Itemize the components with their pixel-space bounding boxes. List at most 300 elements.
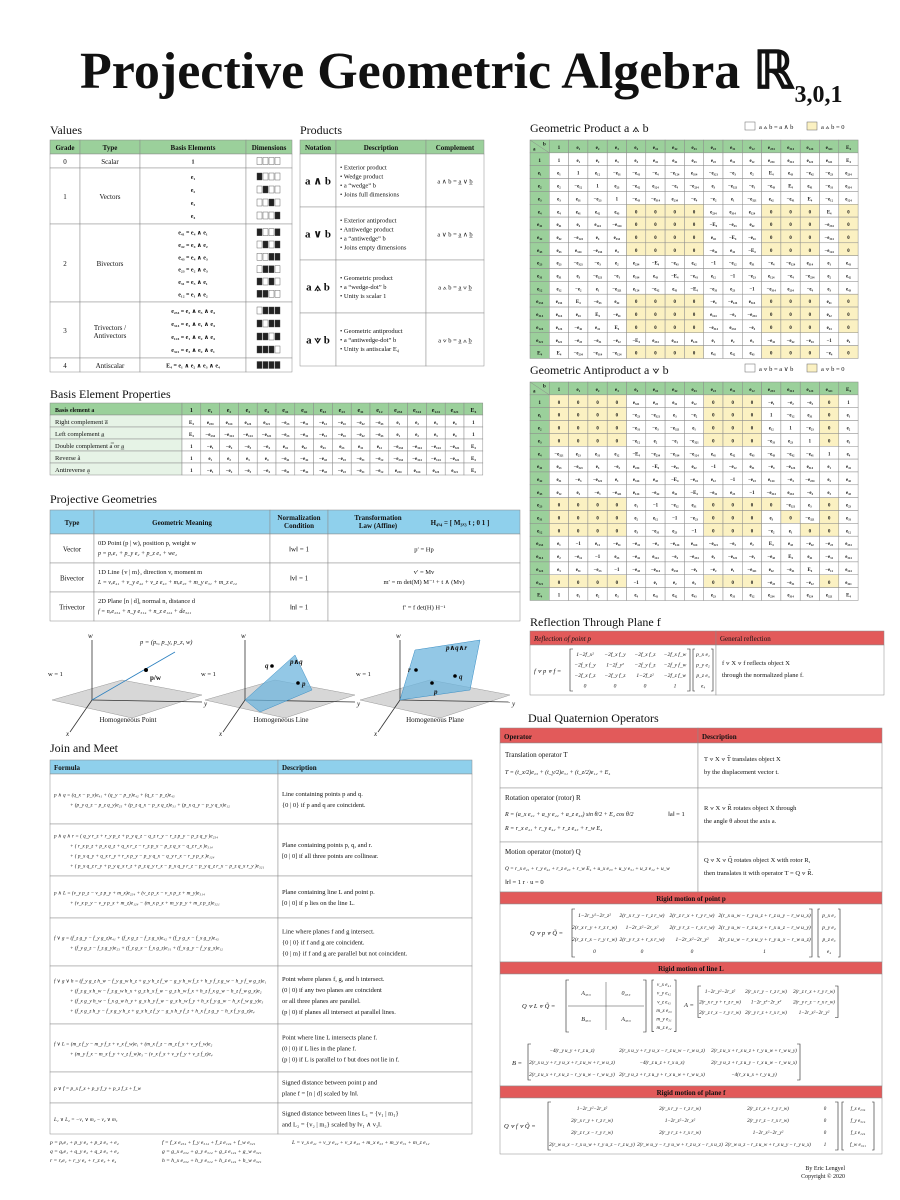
rigid-plane-lhs: Q ⟇ f ⟇ Q̃ = [504, 1123, 536, 1130]
basis-props-value: −e₃₁ [300, 421, 309, 426]
grid-value: e₄₂ [691, 261, 697, 267]
grid-value: e₁ [595, 287, 600, 293]
grid-value: e₂₃₄ [729, 325, 736, 331]
grid-value: −e₃₂₁ [573, 261, 583, 267]
grid-value: −e₁ [768, 400, 775, 406]
y-axis-label: y [512, 700, 516, 708]
proj-geom-header: Normalization [277, 514, 321, 522]
product-complement: a ⟑ b = a̲ ⟇ b̲ [438, 284, 472, 292]
dimension-box [263, 290, 268, 297]
b-matrix-entry: −4(r_y u_y + r_z u_z) [549, 1048, 595, 1054]
grid-value: e₄₁ [556, 223, 562, 229]
grid-value: −1 [691, 529, 697, 535]
grid-header: e₂₃₄ [767, 387, 775, 393]
basis-props-header: e₂ [226, 408, 232, 414]
grid-value: 0 [808, 325, 812, 331]
rigid-plane-matrix-entry: 0 [823, 1130, 827, 1136]
join-meet-cell [50, 774, 278, 824]
grid-value: −e₂ [768, 529, 775, 535]
grid-value: 0 [596, 529, 599, 535]
legend-label: a ⟑ b = a ∧ b [759, 124, 794, 131]
grid-value: 0 [654, 248, 657, 254]
basis-props-value: −e₁₂₄ [243, 433, 253, 438]
rigid-line-block-entry: 0₃ₓ₃ [621, 991, 631, 998]
dimension-box [257, 241, 262, 248]
join-meet-description: (0 | 0) if any two planes are coincident [282, 987, 382, 994]
basis-props-value: e₄₂ [301, 445, 307, 450]
grid-value: E₄ [556, 351, 562, 357]
grid-value: e₃₁₄ [806, 261, 814, 267]
grid-value: −e₃₂₁ [708, 171, 718, 177]
product-notation: a ⟇ b [306, 334, 330, 347]
grid-value: −e₂₃₄ [824, 223, 834, 229]
join-meet-description: {0 | 0} if f and g are coincident. [282, 939, 365, 947]
grid-value: e₄₂ [556, 235, 562, 241]
grid-value: e₄₁ [845, 465, 851, 471]
grid-value: 0 [750, 580, 754, 586]
grid-value: 0 [731, 400, 734, 406]
grid-value: 0 [634, 248, 638, 254]
dual-quat-cell [698, 788, 882, 842]
grid-value: −e₁₂ [728, 261, 737, 267]
dimension-box [263, 212, 268, 219]
corner-label-b: b [543, 384, 546, 390]
join-meet-cell [278, 774, 472, 824]
basis-props-value: −e₂₃ [337, 457, 346, 462]
grid-value: e₄ [846, 452, 851, 458]
grid-value: −E₄ [728, 235, 737, 241]
grid-value: e₃₂₁ [632, 400, 640, 406]
basis-props-value: e₃ [433, 421, 438, 426]
grid-value: −e₃₁ [709, 490, 718, 496]
reflection-matrix-entry: −2f_x f_z [574, 673, 596, 680]
join-meet-description: {0 | m} if f and g are parallel but not coincident. [282, 950, 408, 958]
values-element: e₃ [190, 201, 196, 207]
grid-value: 0 [596, 400, 599, 406]
grid-value: 1 [808, 439, 812, 445]
reflection-matrix-entry: 1−2f_y² [606, 662, 624, 669]
join-meet-heading: Join and Meet [50, 741, 118, 755]
grid-value: 0 [692, 300, 696, 306]
grid-value: e₂₃₄ [845, 171, 852, 177]
join-meet-cell [278, 876, 472, 918]
grid-header: e₃₁ [729, 145, 736, 151]
basis-props-value: −e₁ [206, 445, 214, 450]
grid-value: 0 [577, 400, 580, 406]
grid-value: −e₁ [748, 555, 756, 561]
join-meet-formula: + (m_y f_x − m_x f_y + v_z f_w)e₃ − (v_x f_x + v_y f_y + v_z f_z)e₄ [70, 1051, 213, 1058]
grid-value: e₃₁ [845, 516, 851, 522]
basis-props-value: e₂ [227, 457, 231, 462]
grid-value: −e₁₂ [670, 503, 679, 509]
reflection-lhs: f ⟇ p ⟇ f = [534, 668, 562, 675]
join-meet-formula: f ∨ L = (m_z f_y − m_y f_z + v_x f_w)e₁ + (m_x f_z − m_z f_x + v_y f_w)e₂ [54, 1041, 213, 1048]
grid-value: E₄ [807, 567, 813, 573]
basis-props-value: −e₂₃₄ [205, 433, 215, 438]
grid-value: 0 [634, 300, 638, 306]
grid-value: e₄₁ [710, 452, 716, 458]
grid-value: e₄₁ [826, 300, 832, 306]
basis-props-value: e₁ [396, 421, 401, 426]
product-notation: a ⟑ b [306, 281, 330, 294]
grid-value: −e₂ [710, 567, 717, 573]
rigid-point-matrix-entry: 0 [640, 948, 644, 955]
values-element: e₁₂ = e₁ ∧ e₂ [178, 292, 208, 299]
basis-props-value: e₃ [433, 433, 438, 438]
grid-value: 0 [692, 210, 696, 216]
grid-value: e₁ [653, 580, 658, 586]
grid-value: e₃₁₄ [632, 477, 640, 483]
grid-value: −e₃₁₄ [766, 490, 776, 496]
rigid-line-block-entry: A₃ₓ₃ [621, 1017, 631, 1024]
grid-value: −e₄₁ [748, 235, 756, 241]
grid-value: −1 [730, 274, 736, 280]
grid-value: −e₁₂ [574, 184, 583, 190]
operator-description: then translates it with operator T = Q ⟇ R̃. [704, 870, 814, 877]
grid-value: e₁ [730, 197, 735, 203]
grid-value: 0 [634, 325, 638, 331]
grid-value: 0 [615, 426, 619, 432]
grid-value: −e₄ [787, 274, 794, 280]
values-element: e₃₁ = e₃ ∧ e₁ [178, 280, 208, 286]
dimension-box [263, 186, 268, 193]
reflection-matrix-entry: 1−2f_z² [636, 673, 654, 680]
dimension-box [275, 346, 280, 353]
dimension-box [275, 186, 280, 193]
basis-props-value: −e₃ [244, 445, 252, 450]
grid-value: −e₄₃ [767, 452, 776, 458]
grid-row-label: e₂₃ [536, 502, 543, 509]
grid-value: e₂ [750, 542, 754, 548]
grid-value: e₁ [730, 567, 735, 573]
grid-value: −e₄₃ [670, 465, 679, 471]
reflection-matrix-entry: −2f_x f_w [663, 652, 687, 659]
join-meet-cell [278, 824, 472, 876]
grid-value: e₁₂₄ [632, 490, 640, 496]
grid-value: 0 [770, 325, 773, 331]
grid-value: −e₁₂₄ [573, 235, 583, 241]
grid-value: 0 [712, 400, 715, 406]
reflection-cell [716, 645, 884, 695]
grid-value: e₂₃₄ [787, 287, 794, 293]
grid-value: −e₄₃ [728, 223, 737, 229]
grid-value: −e₄₂ [632, 184, 641, 190]
grid-value: e₂ [730, 338, 735, 344]
grid-value: e₁₂ [556, 287, 562, 293]
basis-props-header: e₁₂₄ [431, 408, 440, 414]
grid-value: e₃ [846, 439, 851, 445]
grid-value: e₁₂ [710, 274, 716, 280]
grid-value: −e₂₃ [748, 477, 756, 483]
basis-props-header: e₄₁ [282, 408, 289, 414]
a-matrix-entry: 2(r_y r_z − r_x r_w) [793, 1000, 835, 1006]
join-meet-description: (p | 0) if L is parallel to f but does not lie in f. [282, 1056, 400, 1064]
grid-row-label: e₄₁ [536, 464, 543, 471]
grid-value: −E₄ [690, 287, 698, 293]
grid-value: 0 [750, 413, 754, 419]
grid-header: e₄₂ [672, 387, 678, 393]
grid-value: 0 [827, 439, 831, 445]
basis-props-value: −e₂₃₄ [393, 445, 403, 450]
grid-value: −e₄ [806, 490, 814, 496]
basis-props-value: Reverse ã [55, 455, 81, 462]
grid-value: −e₃₁ [593, 338, 602, 344]
values-type: Scalar [101, 158, 119, 166]
values-grade: 2 [63, 260, 67, 268]
a-matrix-entry: 1−2r_x²−2r_y² [798, 1011, 830, 1017]
rigid-plane-matrix-entry: 0 [823, 1106, 827, 1112]
grid-value: 0 [731, 439, 734, 445]
basis-props-value: Double complement a̿ or a̳ [55, 443, 124, 450]
grid-header: e₂ [595, 387, 600, 393]
grid-value: e₂ [750, 171, 754, 177]
grid-row-label: e₃₁ [536, 515, 543, 522]
basis-props-value: Antireverse a̰ [55, 467, 90, 474]
join-meet-formula: + (f_z g_x h_w − f_z g_w h_x + g_z h_x f_w − g_z h_w f_x + h_z f_x g_w − h_z f_w g_x)e₂ [70, 988, 262, 995]
grid-value: e₄₁ [595, 325, 601, 331]
basis-props-value: −e₂ [225, 469, 233, 474]
basis-props-value: −e₃₁₄ [412, 445, 422, 450]
w-axis-label: w [396, 632, 401, 640]
grid-row-label: e₃₁₄ [536, 554, 544, 561]
products-heading: Products [300, 123, 342, 137]
grid-value: −e₄ [690, 567, 698, 573]
grid-value: e₄₂ [614, 300, 620, 306]
rigid-point-matrix-entry: 0 [690, 948, 694, 955]
grid-value: e₃₁₄ [806, 465, 814, 471]
figure-point [48, 632, 208, 738]
grid-value: e₄₃ [788, 542, 794, 548]
dimension-box [269, 333, 274, 340]
grid-value: 0 [654, 235, 657, 241]
credit-line: By Eric Lengyel [805, 1166, 845, 1172]
grid-value: e₁₂ [652, 516, 658, 522]
rigid-line-vector-entry: m_x e₂₃ [656, 1008, 672, 1014]
w1-label: w = 1 [356, 671, 371, 678]
dual-quat-cell [698, 743, 882, 788]
grid-value: e₂₃ [614, 555, 620, 561]
q-label: q [265, 662, 269, 670]
dimension-box [269, 320, 274, 327]
grid-value: e₂₃₄ [845, 542, 852, 548]
basis-props-value: −e₄₃ [375, 433, 384, 438]
grid-value: e₄₁ [652, 593, 658, 599]
grid-value: e₄₃ [826, 325, 832, 331]
reflection-vector-entry: p_z e₃ [696, 673, 710, 680]
basis-props-value: −e₄₁ [281, 469, 290, 474]
rigid-plane-matrix-entry: 2(r_z r_x − r_y r_w) [571, 1130, 613, 1136]
geometry-meaning: 0D Point (p | w), position p, weight w [98, 540, 197, 547]
grid-value: −e₃₂₁ [689, 439, 699, 445]
grid-value: −e₄ [787, 477, 794, 483]
grid-value: −e₄ [825, 351, 833, 357]
rigid-line-title: Rigid motion of line L [658, 965, 724, 973]
a-matrix-entry: 2(r_x r_y − r_z r_w) [745, 990, 787, 996]
grid-value: 0 [654, 325, 657, 331]
grid-value: −e₃₂₁ [805, 516, 815, 522]
grid-value: −e₄₁ [632, 171, 641, 177]
grid-value: −e₄₁ [632, 542, 641, 548]
reflection-heading: Reflection Through Plane f [530, 615, 661, 629]
grid-value: e₃₁₄ [690, 542, 698, 548]
grid-value: e₁₂₄ [748, 210, 756, 216]
reflection-matrix-entry: 1−2f_x² [576, 652, 594, 659]
basis-props-value: e₄ [452, 421, 457, 426]
grid-value: −e₃₁₄ [670, 452, 680, 458]
grid-value: −E₄ [671, 477, 679, 483]
grid-value: 0 [808, 529, 812, 535]
grid-value: e₄ [634, 158, 638, 164]
dimension-box [257, 173, 262, 180]
grid-row-label: e₁ [537, 412, 542, 419]
grid-value: 0 [770, 223, 773, 229]
grid-value: e₄₃ [845, 490, 851, 496]
rigid-plane-matrix-entry: 2(r_z r_x + r_y r_w) [747, 1106, 789, 1112]
grid-value: e₄ [846, 338, 851, 344]
grid-value: 0 [770, 351, 773, 357]
values-type: Antiscalar [95, 362, 125, 370]
basis-props-value: −e₄₂ [356, 433, 365, 438]
basis-props-value: e₃₂₁ [451, 469, 458, 474]
grid-value: e₁₂₄ [652, 184, 659, 190]
normalization: ‖v‖ = 1 [289, 574, 309, 583]
grid-value: −e₃ [652, 426, 659, 432]
grid-value: e₃₁ [749, 465, 755, 471]
variable-definition: f = f_x e₂₃₄ + f_y e₃₁₄ + f_z e₁₂₄ + f_w e₃₂₁ [162, 1140, 256, 1146]
dimension-box [269, 212, 274, 219]
grid-value: −e₃₁ [612, 542, 621, 548]
grid-value: e₃ [808, 503, 812, 509]
join-meet-cell [278, 1072, 472, 1103]
transformation-law: m′ = m det(M) M⁻¹ + t ∧ (Mv) [383, 579, 465, 586]
grid-value: 0 [750, 529, 754, 535]
dimension-box [263, 346, 268, 353]
grid-value: −e₂₃ [767, 580, 776, 586]
grid-value: 0 [808, 223, 812, 229]
values-type: Vectors [99, 193, 121, 201]
dual-quat-cell [698, 842, 882, 892]
a-matrix-entry: 1−2r_z²−2r_x² [750, 1000, 782, 1006]
grid-value: −e₁ [594, 490, 601, 496]
reflection-description: through the normalized plane f. [722, 672, 804, 679]
dimension-box [269, 229, 274, 236]
proj-geom-header: Transformation [354, 514, 402, 522]
rigid-plane-matrix-entry: 0 [823, 1118, 827, 1124]
grid-value: 0 [615, 580, 619, 586]
product-description: • a “antiwedge” b [340, 235, 386, 243]
y-axis-label: y [357, 700, 361, 708]
grid-value: −1 [594, 555, 601, 561]
grid-value: −E₄ [671, 274, 679, 280]
grid-value: e₁₂ [845, 529, 851, 535]
dimension-box [269, 241, 274, 248]
grid-value: e₄₂ [672, 593, 678, 599]
grid-header: e₄₂ [672, 145, 678, 151]
join-meet-formula: + (p_y q_z − p_z q_y)e₂₃ + (p_z q_x − p_x q_z)e₃₁ + (p_x q_y − p_y q_x)e₁₂ [70, 802, 230, 809]
x-axis-label: x [219, 730, 223, 738]
operator-description: the angle θ about the axis a. [704, 818, 777, 825]
dimension-box [275, 173, 280, 180]
grid-value: e₂₃₄ [613, 235, 621, 241]
basis-props-value: −e₂₃ [337, 469, 346, 474]
grid-value: E₄ [768, 542, 774, 548]
grid-value: 0 [557, 503, 561, 509]
join-meet-formula: + (f_x g_y h_w − f_x g_w h_y + g_x h_y f_w − g_x h_w f_y + h_x f_y g_w − h_x f_w g_y)e₃ [70, 998, 264, 1005]
basis-props-value: e₃ [245, 457, 250, 462]
geo-antiproduct-heading: Geometric Antiproduct a ⟇ b [530, 363, 669, 377]
variable-definition: h = h_x e₂₃₄ + h_y e₃₁₄ + h_z e₁₂₄ + h_w e₃₂₁ [162, 1158, 262, 1164]
basis-props-value: −e₁₂ [318, 433, 328, 438]
grid-value: −e₄ [652, 542, 659, 548]
a-matrix-entry: 2(r_z r_x + r_y r_w) [793, 990, 835, 996]
product-description: • Geometric product [340, 275, 393, 282]
grid-value: e₁ [827, 465, 831, 471]
grid-value: −e₁₂ [632, 439, 641, 445]
basis-props-value: −e₄₂ [300, 469, 309, 474]
grid-row-label: E₄ [537, 350, 543, 357]
pq-label: p∧q [290, 658, 303, 666]
grid-value: E₄ [614, 325, 620, 331]
join-meet-description: (0 | 0) if L lies in the plane f. [282, 1045, 357, 1053]
grid-row-label: e₁ [537, 170, 542, 177]
products-cell [336, 154, 426, 207]
grid-value: −e₄₃ [767, 184, 776, 190]
p-label: p [302, 680, 306, 688]
join-meet-description: Plane containing line L and point p. [282, 889, 375, 896]
grid-value: e₁₂₄ [710, 313, 717, 319]
w-axis-label: w [241, 632, 246, 640]
basis-props-value: e₄ [264, 457, 269, 462]
grid-value: e₂ [846, 426, 851, 432]
basis-props-value: −e₃₂₁ [449, 445, 460, 450]
dimension-box [257, 158, 262, 165]
basis-props-header: e₃₂₁ [450, 408, 459, 414]
grid-value: e₁₂ [749, 593, 755, 599]
grid-value: −e₄₁ [690, 477, 698, 483]
product-description: • Unity is antiscalar E₄ [340, 346, 400, 353]
grid-value: e₂ [634, 516, 638, 522]
grid-value: −e₁ [613, 274, 621, 280]
basis-props-header: e₃₁₄ [412, 408, 422, 414]
grid-value: e₁₂₄ [768, 274, 775, 280]
basis-props-value: −e₄₃ [318, 457, 328, 462]
grid-value: 0 [634, 313, 638, 319]
dimension-box [275, 212, 280, 219]
grid-header: e₃₂₁ [825, 145, 833, 151]
product-complement: a ⟇ b = a̲ ⟑ b̲ [438, 337, 472, 345]
grid-value: 0 [557, 400, 561, 406]
rigid-line-vector-entry: v_y e₄₂ [657, 991, 671, 997]
grid-value: 0 [847, 351, 850, 357]
grid-value: e₃₁ [691, 503, 697, 509]
grid-value: −e₄₃ [593, 300, 602, 306]
grid-value: 0 [577, 413, 580, 419]
proj-geom-header: Geometric Meaning [152, 519, 212, 527]
grid-value: e₁ [788, 529, 793, 535]
grid-value: e₃₁₄ [575, 248, 582, 254]
grid-value: −e₄₁ [805, 452, 814, 458]
grid-value: e₁ [634, 503, 638, 509]
dimension-box [263, 241, 268, 248]
values-element: e₁ [190, 175, 196, 181]
grid-value: e₃₁₄ [690, 171, 698, 177]
grid-value: e₄₃ [845, 287, 851, 293]
w1-plane [52, 680, 202, 718]
join-meet-description: plane f = [n | d] scaled by ‖n‖. [282, 1090, 359, 1098]
grid-value: e₃₁ [730, 158, 736, 164]
proj-geom-cell [328, 563, 520, 592]
grid-row-label: e₂ [537, 183, 542, 190]
